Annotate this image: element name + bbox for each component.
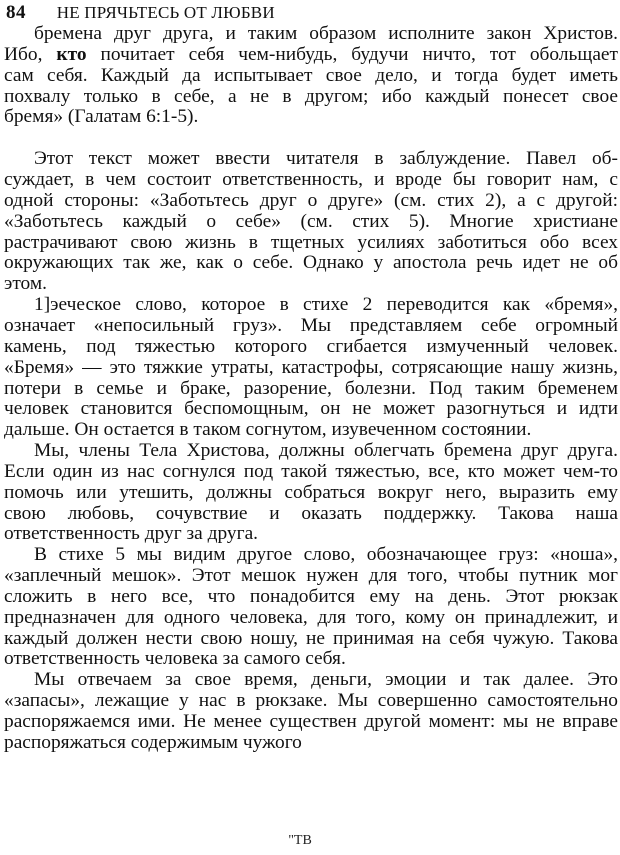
text-line: бремя» (Галатам 6:1-5).: [4, 107, 199, 128]
scripture-quote: [4, 24, 618, 128]
text-line: растрачивают свою жизнь в тщетных усилиях заботиться обо всех: [4, 232, 618, 253]
footer-mark: "ТВ: [288, 833, 312, 848]
page-number: 84: [6, 2, 26, 23]
text-line: «запасы», лежащие у нас в рюкзаке. Мы совершенно самостоятельно: [4, 691, 618, 712]
text-span: Ибо,: [4, 44, 57, 65]
paragraph: [4, 670, 618, 753]
text-line: «Бремя» — это тяжкие утраты, катастрофы, сотрясающие нашу жизнь,: [4, 357, 618, 378]
text-line: окружающих так же, как о себе. Однако у апостола речь идет не об: [4, 253, 618, 274]
text-line: 1]эеческое слово, которое в стихе 2 переводится как «бремя»,: [34, 295, 618, 316]
running-title: НЕ ПРЯЧЬТЕСЬ ОТ ЛЮБВИ: [56, 3, 275, 22]
text-line: суждает, в чем состоит ответственность, и вроде бы говорит нам, с: [4, 170, 618, 191]
text-line: распоряжаемся ими. Не менее существен другой момент: мы не вправе: [4, 712, 618, 732]
text-line: В стихе 5 мы видим другое слово, обозначающее груз: «ноша»,: [34, 545, 618, 566]
text-line: Мы отвечаем за свое время, деньги, эмоции и так далее. Это: [34, 670, 618, 691]
text-line: похвалу только в себе, а не в другом; ибо каждый понесет свое: [4, 86, 618, 107]
text-line: бремена друг друга, и таким образом исполните закон Христов.: [34, 24, 618, 44]
page-header: [6, 2, 616, 24]
text-line: потери в семье и браке, разорение, болезни. Под таким бременем: [4, 378, 618, 399]
text-line: означает «непосильный груз». Мы представляем себе огромный: [4, 315, 618, 336]
text-line: ответственность человека за самого себя.: [4, 649, 346, 670]
paragraph: [4, 295, 618, 441]
text-line: дальше. Он остается в таком согнутом, изувеченном состоянии.: [4, 420, 532, 441]
text-line: Этот текст может ввести читателя в заблуждение. Павел об-: [34, 149, 618, 170]
text-line: предназначен для одного человека, для того, кому он принадлежит, и: [4, 607, 618, 628]
paragraph-gap: [4, 128, 618, 149]
text-line: каждый должен нести свою ношу, не принимая на себя чужую. Такова: [4, 628, 618, 649]
text-line: «Заботьтесь каждый о себе» (см. стих 5). Многие христиане: [4, 211, 618, 232]
text-line: одной стороны: «Заботьтесь друг о друге» (см. стих 2), а с другой:: [4, 190, 618, 211]
page-footer: [0, 833, 620, 849]
text-line: ответственность друг за друга.: [4, 524, 259, 545]
text-line: этом.: [4, 274, 47, 295]
text-line: сложить в него все, что понадобится ему на день. Этот рюкзак: [4, 586, 618, 607]
bold-word: кто: [56, 44, 87, 65]
text-line: помочь или утешить, должны собраться вокруг него, выразить ему: [4, 482, 618, 503]
text-line: распоряжаться содержимым чужого: [4, 732, 302, 753]
text-line: [4, 45, 618, 66]
text-line: Если один из нас согнулся под такой тяжестью, все, кто может чем-то: [4, 461, 618, 482]
paragraph: [4, 441, 618, 545]
text-line: «заплечный мешок». Этот мешок нужен для того, чтобы путник мог: [4, 566, 618, 587]
paragraph: [4, 149, 618, 295]
body-text: [4, 24, 618, 754]
text-line: Мы, члены Тела Христова, должны облегчать бремена друг друга.: [34, 441, 618, 462]
text-line: человек становится беспомощным, он не может разогнуться и идти: [4, 399, 618, 420]
text-span: почитает себя чем-нибудь, будучи ничто, тот обольщает: [86, 44, 618, 65]
paragraph: [4, 545, 618, 670]
text-line: камень, под тяжестью которого сгибается измученный человек.: [4, 336, 618, 357]
text-line: свою любовь, сочувствие и оказать поддержку. Такова наша: [4, 503, 618, 524]
text-line: сам себя. Каждый да испытывает свое дело, и тогда будет иметь: [4, 65, 618, 86]
